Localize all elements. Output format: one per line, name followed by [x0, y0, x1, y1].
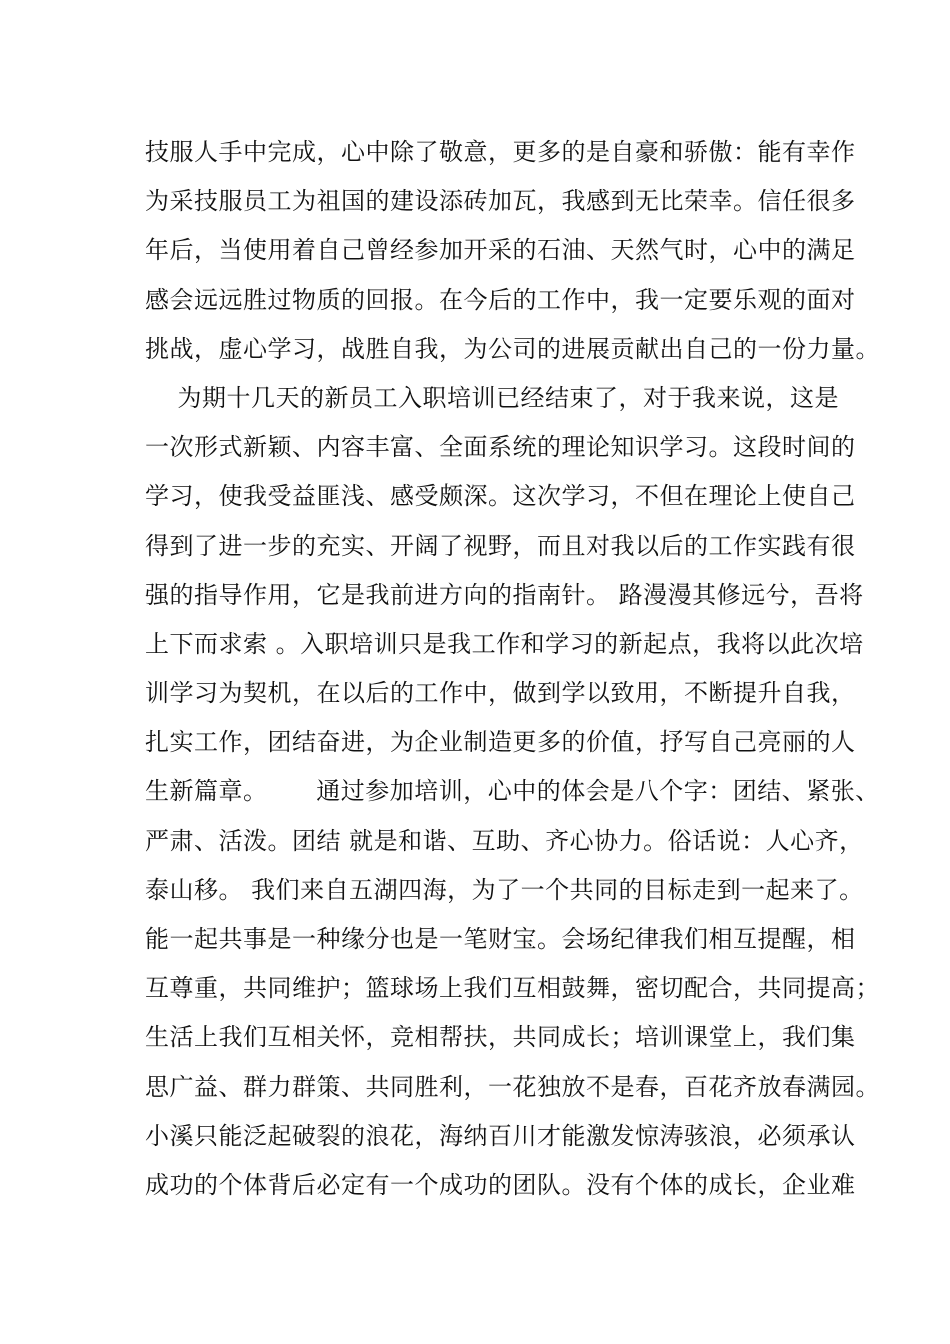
text-line: 能一起共事是一种缘分也是一笔财宝。会场纪律我们相互提醒，相	[145, 925, 856, 953]
text-line: 感会远远胜过物质的回报。在今后的工作中，我一定要乐观的面对	[145, 285, 856, 314]
text-line: 一次形式新颖、内容丰富、全面系统的理论知识学习。这段时间的	[145, 433, 856, 462]
text-line: 挑战，虚心学习，战胜自我，为公司的进展贡献出自己的一份力量。	[145, 334, 880, 363]
body-text	[145, 128, 880, 1210]
text-line: 泰山移。 我们来自五湖四海，为了一个共同的目标走到一起来了。	[145, 875, 864, 904]
text-line: 强的指导作用，它是我前进方向的指南针。 路漫漫其修远兮，吾将	[145, 580, 864, 609]
text-line: 生活上我们互相关怀，竞相帮扶，共同成长；培训课堂上，我们集	[145, 1023, 856, 1052]
text-line: 训学习为契机，在以后的工作中，做到学以致用，不断提升自我，	[145, 679, 856, 708]
text-line: 技服人手中完成，心中除了敬意，更多的是自豪和骄傲：能有幸作	[145, 138, 856, 166]
text-line: 为期十几天的新员工入职培训已经结束了，对于我来说，这是	[145, 383, 840, 412]
text-line: 严肃、活泼。团结 就是和谐、互助、齐心协力。俗话说：人心齐，	[145, 826, 864, 855]
text-line: 思广益、群力群策、共同胜利，一花独放不是春，百花齐放春满园。	[145, 1072, 880, 1101]
text-line: 小溪只能泛起破裂的浪花，海纳百川才能激发惊涛骇浪，必须承认	[145, 1121, 856, 1150]
text-line: 年后，当使用着自己曾经参加开采的石油、天然气时，心中的满足	[145, 236, 856, 265]
text-line: 上下而求索 。入职培训只是我工作和学习的新起点，我将以此次培	[145, 629, 864, 658]
text-line: 学习，使我受益匪浅、感受颇深。这次学习，不但在理论上使自己	[145, 482, 856, 511]
text-line: 得到了进一步的充实、开阔了视野，而且对我以后的工作实践有很	[145, 531, 856, 560]
text-line: 成功的个体背后必定有一个成功的团队。没有个体的成长，企业难	[145, 1170, 856, 1199]
text-line: 为采技服员工为祖国的建设添砖加瓦，我感到无比荣幸。信任很多	[145, 187, 856, 216]
text-line: 扎实工作，团结奋进，为企业制造更多的价值，抒写自己亮丽的人	[145, 728, 856, 757]
text-line: 互尊重，共同维护；篮球场上我们互相鼓舞，密切配合，共同提高；	[145, 974, 880, 1003]
text-line: 生新篇章。 通过参加培训，心中的体会是八个字：团结、紧张、	[145, 777, 880, 806]
